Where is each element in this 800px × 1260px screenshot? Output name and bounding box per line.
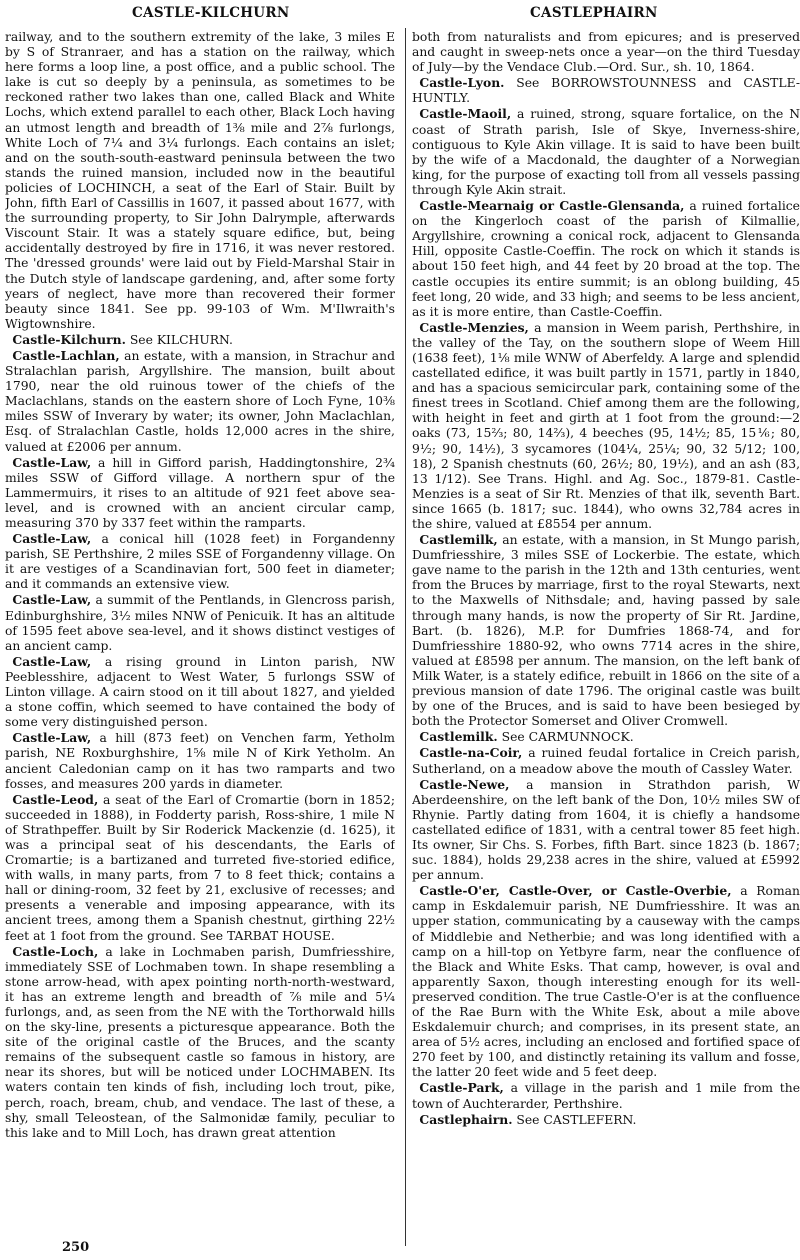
running-head-left: CASTLE-KILCHURN bbox=[132, 5, 290, 21]
entry bbox=[412, 883, 800, 1080]
entry-text: a conical hill (1028 feet) in Forgandenny parish, SE Perthshire, 2 miles SSE of Forgandenny village. On it are vestiges of a Scandinavian fort, 500 feet in diameter; and it commands an extensive view. bbox=[5, 532, 395, 592]
entry-headword: Castlemilk, bbox=[419, 532, 498, 548]
entry bbox=[412, 198, 800, 320]
page-number: 250 bbox=[62, 1240, 90, 1255]
entry bbox=[5, 332, 395, 348]
entry bbox=[412, 75, 800, 106]
entry bbox=[5, 944, 395, 1141]
entry bbox=[412, 30, 800, 75]
entry-text: a ruined feudal fortalice in Creich parish, Sutherland, on a meadow above the mouth of Cassley Water. bbox=[412, 746, 800, 776]
entry-headword: Castle-Leod, bbox=[12, 791, 99, 807]
entry bbox=[412, 532, 800, 729]
entry bbox=[5, 30, 395, 332]
entry-headword: Castle-Lyon. bbox=[419, 75, 505, 91]
entry-text: a lake in Lochmaben parish, Dumfriesshire, immediately SSE of Lochmaben town. In shape resembling a stone arrow-head, with apex pointing north-north-westward, it has an extreme length and breadth of ⅞ mile and 5¼ furlongs, and, as seen from the NE with the Torthorwald hills on the sky-line, presents a picturesque appearance. Both the site of the original castle of the Bruces, and the scanty remains of the subsequent castle so famous in history, are near its shores, but will be noticed under LOCHMABEN. Its waters contain ten kinds of fish, including loch trout, pike, perch, roach, bream, chub, and vendace. The last of these, a shy, small Teleostean, of the Salmonidæ family, peculiar to this lake and to Mill Loch, has drawn great attention bbox=[5, 944, 395, 1140]
entry-headword: Castle-Law, bbox=[12, 730, 92, 746]
entry-text: both from naturalists and from epicures; and is preserved and caught in sweep-nets once a year—on the third Tuesday of July—by the Vendace Club.—Ord. Sur., sh. 10, 1864. bbox=[412, 30, 800, 75]
entry-headword: Castle-Law, bbox=[12, 592, 92, 608]
entry-text: a hill in Gifford parish, Haddingtonshire, 2¾ miles SSW of Gifford village. A northern spur of the Lammermuirs, it rises to an altitude of 921 feet above sea-level, and is crowned with an ancient circular camp, measuring 370 by 337 feet within the ramparts. bbox=[5, 455, 395, 530]
column-rule bbox=[405, 28, 406, 1246]
entry-headword: Castle-Kilchurn. bbox=[12, 331, 126, 347]
right-column bbox=[412, 30, 800, 1255]
entry-text: a ruined, strong, square fortalice, on the N coast of Strath parish, Isle of Skye, Inverness-shire, contiguous to Kyle Akin village. It is said to have been built by the wife of a Macdonald, the daughter of a Norwegian king, for the purpose of exacting toll from all vessels passing through Kyle Akin strait. bbox=[412, 107, 800, 197]
entry bbox=[412, 777, 800, 884]
entry-text: an estate, with a mansion, in Strachur and Stralachlan parish, Argyllshire. The mansion, built about 1790, near the old ruinous tower of the chiefs of the Maclachlans, stands on the eastern shore of Loch Fyne, 10⅜ miles SSW of Inverary by water; its owner, John Maclachlan, Esq. of Stralachlan Castle, holds 12,000 acres in the shire, valued at £2006 per annum. bbox=[5, 348, 395, 454]
entry-text: See KILCHURN. bbox=[125, 332, 233, 347]
entry-text: a Roman camp in Eskdalemuir parish, NE Dumfriesshire. It was an upper station, communicating by a causeway with the camps of Middlebie and Netherbie; and was long identified with a camp on a hill-top on Yetbyre farm, near the confluence of the Black and White Esks. That camp, however, is oval and apparently Saxon, though interesting enough for its well-preserved condition. The true Castle-O'er is at the confluence of the Rae Burn with the White Esk, about a mile above Eskdalemuir church; and comprises, in its present state, an area of 5½ acres, including an enclosed and fortified space of 270 feet by 100, and distinctly retaining its vallum and fosse, the latter 20 feet wide and 5 feet deep. bbox=[412, 884, 800, 1080]
entry-text: a mansion in Weem parish, Perthshire, in the valley of the Tay, on the southern slope of Weem Hill (1638 feet), 1⅛ mile WNW of Aberfeldy. A large and splendid castellated edifice, it was built partly in 1571, partly in 1840, and has a spacious semicircular park, containing some of the finest trees in Scotland. Chief among them are the following, with height in feet and girth at 1 foot from the ground:—2 oaks (73, 15⅔; 80, 14⅔), 4 beeches (95, 14½; 85, 15⅙; 80, 9½; 90, 14½), 3 sycamores (104¼, 25¼; 90, 32 5/12; 100, 18), 2 Spanish chestnuts (60, 26½; 80, 19½), and an ash (83, 13 1/12). See Trans. Highl. and Ag. Soc., 1879-81. Castle-Menzies is a seat of Sir Rt. Menzies of that ilk, seventh Bart. since 1665 (b. 1817; suc. 1844), who owns 32,784 acres in the shire, valued at £8554 per annum. bbox=[412, 320, 800, 531]
entry-text: a mansion in Strathdon parish, W Aberdeenshire, on the left bank of the Don, 10½ miles SW of Rhynie. Partly dating from 1604, it is chiefly a handsome castellated edifice of 1831, with a central tower 85 feet high. Its owner, Sir Chs. S. Forbes, fifth Bart. since 1823 (b. 1867; suc. 1884), holds 29,238 acres in the shire, valued at £5992 per annum. bbox=[412, 777, 800, 883]
entry bbox=[412, 106, 800, 198]
entry-headword: Castle-Maoil, bbox=[419, 106, 512, 122]
entry-headword: Castle-Law, bbox=[12, 531, 92, 547]
entry bbox=[5, 654, 395, 730]
entry-headword: Castle-Mearnaig or Castle-Glensanda, bbox=[419, 198, 685, 214]
entry-headword: Castle-Lachlan, bbox=[12, 347, 120, 363]
entry bbox=[5, 730, 395, 791]
entry-headword: Castle-Park, bbox=[419, 1080, 504, 1096]
entry bbox=[5, 531, 395, 592]
entry bbox=[412, 1080, 800, 1111]
left-column bbox=[5, 30, 395, 1235]
entry-headword: Castle-Loch, bbox=[12, 943, 99, 959]
entry-text: a hill (873 feet) on Venchen farm, Yetholm parish, NE Roxburghshire, 1⅝ mile N of Kirk Yetholm. An ancient Caledonian camp on it has two ramparts and two fosses, and measures 200 yards in diameter. bbox=[5, 731, 395, 791]
entry bbox=[412, 729, 800, 745]
entry-headword: Castle-O'er, Castle-Over, or Castle-Overbie, bbox=[419, 883, 732, 899]
entry-headword: Castle-Menzies, bbox=[419, 319, 529, 335]
running-head-right: CASTLEPHAIRN bbox=[530, 5, 658, 21]
entry bbox=[412, 745, 800, 776]
entry bbox=[5, 792, 395, 944]
entry-text: See CASTLEFERN. bbox=[512, 1112, 637, 1127]
entry-text: an estate, with a mansion, in St Mungo parish, Dumfriesshire, 3 miles SSE of Lockerbie. The estate, which gave name to the parish in the 12th and 13th centuries, went from the Bruces by marriage, first to the royal Stewarts, next to the Maxwells of Nithsdale; and, having passed by sale through many hands, is now the property of Sir Rt. Jardine, Bart. (b. 1826), M.P. for Dumfries 1868-74, and for Dumfriesshire 1880-92, who owns 7714 acres in the shire, valued at £8598 per annum. The mansion, on the left bank of Milk Water, is a stately edifice, rebuilt in 1866 on the site of a previous mansion of date 1796. The original castle was built by one of the Bruces, and is said to have been besieged by both the Protector Somerset and Oliver Cromwell. bbox=[412, 533, 800, 729]
entry-headword: Castle-Law, bbox=[12, 454, 92, 470]
entry-text: See CARMUNNOCK. bbox=[497, 730, 634, 745]
entry-text: railway, and to the southern extremity of the lake, 3 miles E by S of Stranraer, and has a station on the railway, which here forms a loop line, a post office, and a public school. The lake is cut so deeply by a peninsula, as sometimes to be reckoned rather two lakes than one, called Black and White Lochs, which extend parallel to each other, Black Loch having an utmost length and breadth of 1⅜ mile and 2⅞ furlongs, White Loch of 7¼ and 3¼ furlongs. Each contains an islet; and on the south-south-eastward peninsula between the two stands the ruined mansion, included now in the beautiful policies of LOCHINCH, a seat of the Earl of Stair. Built by John, fifth Earl of Cassillis in 1607, it passed about 1677, with the surrounding property, to Sir John Dalrymple, afterwards Viscount Stair. It was a stately square edifice, but, being accidentally destroyed by fire in 1716, it was never restored. The 'dressed grounds' were laid out by Field-Marshal Stair in the Dutch style of landscape gardening, and, after some forty years of neglect, have more than recovered their former beauty since 1841. See pp. 99-103 of Wm. M'Ilwraith's Wigtownshire. bbox=[5, 30, 395, 331]
entry bbox=[5, 455, 395, 531]
entry-text: a summit of the Pentlands, in Glencross parish, Edinburghshire, 3½ miles NNW of Penicuik. It has an altitude of 1595 feet above sea-level, and it shows distinct vestiges of an ancient camp. bbox=[5, 593, 395, 653]
entry-text: a seat of the Earl of Cromartie (born in 1852; succeeded in 1888), in Fodderty parish, Ross-shire, 1 mile N of Strathpeffer. Built by Sir Roderick Mackenzie (d. 1625), it was a principal seat of his descendants, the Earls of Cromartie; is a bartizaned and turreted five-storied edifice, with walls, in many parts, from 7 to 8 feet thick; contains a hall or dining-room, 32 feet by 21, exclusive of recesses; and presents a venerable and imposing appearance, with its ancient trees, among them a Spanish chestnut, girthing 22½ feet at 1 foot from the ground. See TARBAT HOUSE. bbox=[5, 792, 395, 943]
entry-headword: Castle-Law, bbox=[12, 653, 92, 669]
entry-headword: Castle-Newe, bbox=[419, 776, 510, 792]
entry-headword: Castlephairn. bbox=[419, 1111, 513, 1127]
entry bbox=[5, 592, 395, 653]
entry-text: a ruined fortalice on the Kingerloch coast of the parish of Kilmallie, Argyllshire, crowning a conical rock, adjacent to Glensanda Hill, opposite Castle-Coeffin. The rock on which it stands is about 150 feet high, and 44 feet by 20 broad at the top. The castle occupies its entire summit; is an oblong building, 45 feet long, 20 wide, and 33 high; and seems to be less ancient, as it is more entire, than Castle-Coeffin. bbox=[412, 199, 800, 319]
entry-headword: Castle-na-Coir, bbox=[419, 745, 523, 761]
entry-headword: Castlemilk. bbox=[419, 729, 498, 745]
entry-text: a rising ground in Linton parish, NW Peeblesshire, adjacent to West Water, 5 furlongs SSW of Linton village. A cairn stood on it till about 1827, and yielded a stone coffin, which seemed to have contained the body of some very distinguished person. bbox=[5, 654, 395, 730]
entry-text: a village in the parish and 1 mile from the town of Auchterarder, Perthshire. bbox=[412, 1081, 800, 1111]
entry-text: See BORROWSTOUNNESS and CASTLE-HUNTLY. bbox=[412, 76, 800, 106]
entry bbox=[5, 348, 395, 455]
entry bbox=[412, 1112, 800, 1128]
entry bbox=[412, 320, 800, 532]
